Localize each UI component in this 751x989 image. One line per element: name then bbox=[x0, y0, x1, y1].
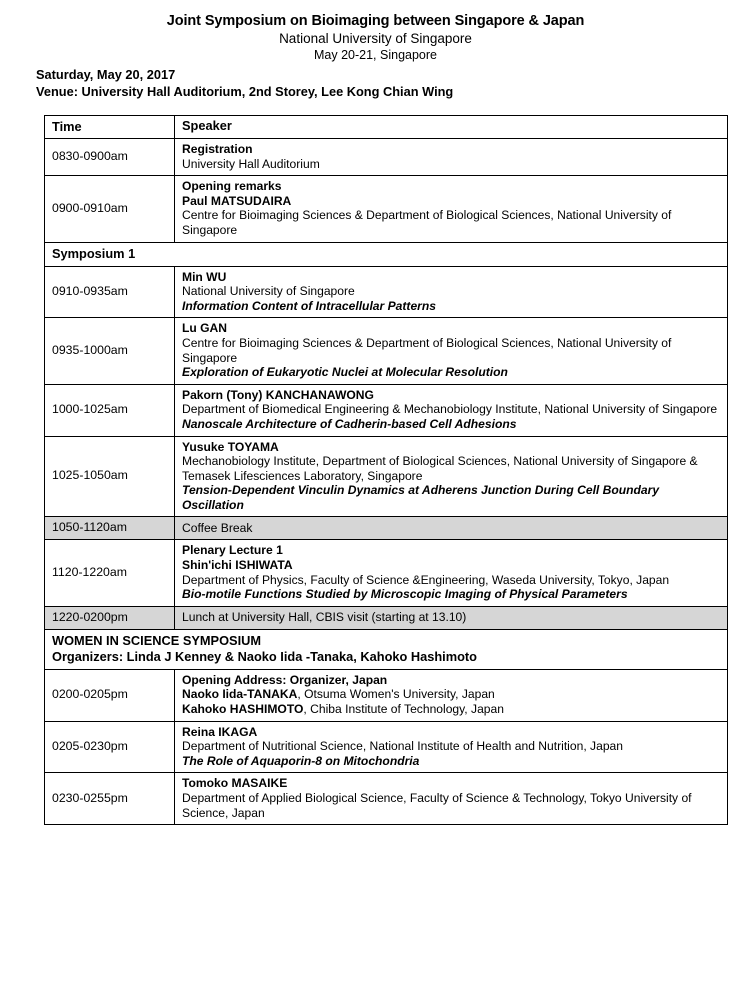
table-row bbox=[45, 773, 728, 825]
speaker-name: Reina IKAGA bbox=[182, 724, 258, 739]
page-title: Joint Symposium on Bioimaging between Singapore & Japan bbox=[166, 13, 585, 29]
talk-title: Exploration of Eukaryotic Nuclei at Molecular Resolution bbox=[182, 365, 508, 380]
speaker-affiliation: Lunch at University Hall, CBIS visit (starting at 13.10) bbox=[182, 610, 467, 625]
table-header-row bbox=[45, 116, 728, 139]
schedule-table-wrapper bbox=[0, 115, 751, 825]
session-time: 1025-1050am bbox=[45, 436, 175, 517]
session-time: 1220-0200pm bbox=[45, 606, 175, 629]
speaker-affiliation: Centre for Bioimaging Sciences & Department of Biological Sciences, National University of Singapore bbox=[182, 208, 672, 237]
talk-title: Tension-Dependent Vinculin Dynamics at Adherens Junction During Cell Boundary Oscillation bbox=[182, 483, 660, 512]
table-row bbox=[45, 176, 728, 242]
speaker-affiliation: Department of Applied Biological Science, Faculty of Science & Technology, Tokyo University of Science, Japan bbox=[182, 791, 692, 820]
session-details bbox=[175, 318, 728, 384]
speaker-name: Opening Address: Organizer, Japan bbox=[182, 672, 388, 687]
session-time: 0830-0900am bbox=[45, 139, 175, 176]
speaker-affiliation: Coffee Break bbox=[182, 520, 253, 535]
column-header-speaker: Speaker bbox=[175, 116, 728, 139]
speaker-name: Shin'ichi ISHIWATA bbox=[182, 558, 293, 573]
speaker-affiliation: National University of Singapore bbox=[182, 284, 355, 299]
section-title bbox=[45, 242, 728, 266]
speaker-affiliation: University Hall Auditorium bbox=[182, 156, 320, 171]
talk-title: Nanoscale Architecture of Cadherin-based Cell Adhesions bbox=[182, 416, 517, 431]
table-row bbox=[45, 669, 728, 721]
table-row bbox=[45, 436, 728, 517]
session-time: 0205-0230pm bbox=[45, 721, 175, 773]
speaker-name: Yusuke TOYAMA bbox=[182, 439, 279, 454]
speaker-name: WOMEN IN SCIENCE SYMPOSIUM bbox=[52, 632, 262, 648]
speaker-name: Plenary Lecture 1 bbox=[182, 543, 283, 558]
speaker-name: Registration bbox=[182, 142, 253, 156]
session-details bbox=[175, 540, 728, 606]
speaker-affiliation: Centre for Bioimaging Sciences & Department of Biological Sciences, National University of Singapore bbox=[182, 335, 672, 365]
session-details bbox=[175, 384, 728, 436]
section-header-row bbox=[45, 242, 728, 266]
institution-line: National University of Singapore bbox=[279, 31, 472, 46]
session-time: 0230-0255pm bbox=[45, 773, 175, 825]
speaker-name: Naoko Iida-TANAKA bbox=[182, 687, 298, 702]
speaker-name: Organizers: Linda J Kenney & Naoko Iida -Tanaka, Kahoko Hashimoto bbox=[52, 648, 477, 664]
speaker-name: Paul MATSUDAIRA bbox=[182, 193, 292, 208]
talk-title: Bio-motile Functions Studied by Microscopic Imaging of Physical Parameters bbox=[182, 587, 628, 602]
schedule-table bbox=[44, 115, 728, 825]
document-header bbox=[0, 0, 751, 100]
table-row bbox=[45, 266, 728, 318]
speaker-name: Tomoko MASAIKE bbox=[182, 776, 288, 791]
session-details bbox=[175, 517, 728, 540]
session-time: 0900-0910am bbox=[45, 176, 175, 242]
speaker-name: Lu GAN bbox=[182, 321, 228, 336]
speaker-name: Kahoko HASHIMOTO bbox=[182, 702, 304, 717]
speaker-affiliation: Department of Biomedical Engineering & Mechanobiology Institute, National University of Singapore bbox=[182, 402, 718, 417]
table-row bbox=[45, 540, 728, 606]
session-details bbox=[175, 266, 728, 318]
table-row bbox=[45, 318, 728, 384]
table-row bbox=[45, 606, 728, 629]
day-line: Saturday, May 20, 2017 bbox=[36, 67, 176, 82]
table-row bbox=[45, 721, 728, 773]
session-time: 1000-1025am bbox=[45, 384, 175, 436]
speaker-name: Min WU bbox=[182, 269, 227, 284]
session-time: 1050-1120am bbox=[45, 517, 175, 540]
venue-line: Venue: University Hall Auditorium, 2nd Storey, Lee Kong Chian Wing bbox=[36, 83, 454, 99]
session-time: 0910-0935am bbox=[45, 266, 175, 318]
session-details bbox=[175, 773, 728, 825]
speaker-affiliation: , Otsuma Women's University, Japan bbox=[297, 687, 495, 702]
table-row bbox=[45, 517, 728, 540]
speaker-name: Opening remarks bbox=[182, 179, 282, 194]
session-details bbox=[175, 606, 728, 629]
section-title bbox=[45, 629, 728, 669]
session-details bbox=[175, 436, 728, 517]
speaker-line-mixed bbox=[182, 702, 720, 717]
speaker-affiliation: Mechanobiology Institute, Department of Biological Sciences, National University of Singapore & Temasek Lifesciences Laboratory, Singapore bbox=[182, 454, 698, 483]
session-time: 1120-1220am bbox=[45, 540, 175, 606]
speaker-affiliation: Department of Physics, Faculty of Science &Engineering, Waseda University, Tokyo, Japan bbox=[182, 572, 670, 587]
table-row bbox=[45, 139, 728, 176]
speaker-affiliation: , Chiba Institute of Technology, Japan bbox=[303, 702, 504, 717]
session-details bbox=[175, 721, 728, 773]
speaker-name: Pakorn (Tony) KANCHANAWONG bbox=[182, 387, 374, 402]
column-header-time: Time bbox=[45, 116, 175, 139]
session-details bbox=[175, 176, 728, 242]
speaker-line-mixed bbox=[182, 687, 720, 702]
speaker-affiliation: Department of Nutritional Science, National Institute of Health and Nutrition, Japan bbox=[182, 739, 623, 754]
talk-title: Information Content of Intracellular Patterns bbox=[182, 298, 436, 313]
speaker-name: Symposium 1 bbox=[52, 245, 136, 261]
section-header-row bbox=[45, 629, 728, 669]
session-time: 0200-0205pm bbox=[45, 669, 175, 721]
session-time: 0935-1000am bbox=[45, 318, 175, 384]
session-details bbox=[175, 669, 728, 721]
talk-title: The Role of Aquaporin-8 on Mitochondria bbox=[182, 753, 420, 768]
table-row bbox=[45, 384, 728, 436]
event-meta bbox=[0, 67, 751, 100]
session-details bbox=[175, 139, 728, 176]
dates-line: May 20-21, Singapore bbox=[314, 48, 437, 62]
